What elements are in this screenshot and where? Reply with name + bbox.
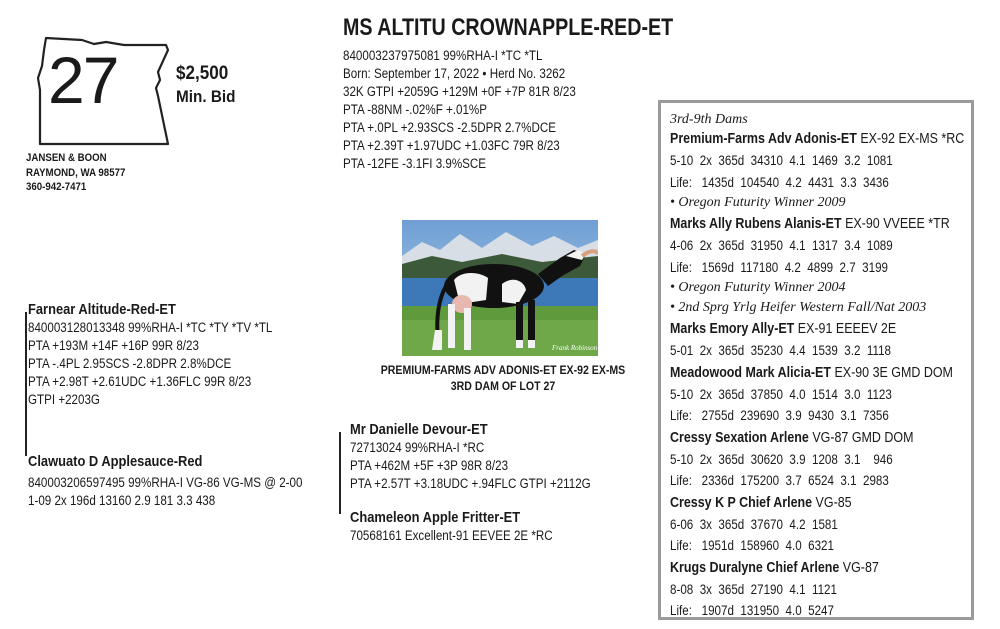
dam-record: 5-10 2x 365d 30620 3.9 1208 3.1 946 — [670, 451, 893, 467]
dam-ancestor-classification: EX-90 VVEEE *TR — [841, 216, 950, 232]
dam-ancestor-bold-name: Cressy Sexation Arlene — [670, 429, 809, 446]
dam-ancestor-name — [670, 427, 964, 449]
animal-line: PTA -12FE -3.1FI 3.9%SCE — [343, 156, 487, 171]
sire-line: PTA +193M +14F +16P 99R 8/23 — [28, 338, 199, 353]
mggs-block — [350, 509, 586, 545]
consignor-name: JANSEN & BOON — [26, 152, 107, 164]
dam-block — [28, 453, 347, 510]
photo-caption-line-2: 3RD DAM OF LOT 27 — [450, 379, 556, 393]
animal-line: PTA +.0PL +2.93SCS -2.5DPR 2.7%DCE — [343, 120, 556, 135]
dam-ancestor-name — [670, 213, 964, 235]
animal-name: MS ALTITU CROWNAPPLE-RED-ET — [343, 14, 674, 41]
min-bid-label: Min. Bid — [176, 87, 236, 106]
dams-heading: 3rd-9th Dams — [670, 112, 748, 127]
dam-bracket — [339, 432, 341, 514]
dam-award: • Oregon Futurity Winner 2004 — [670, 280, 846, 295]
dam-record: Life: 1907d 131950 4.0 5247 — [670, 603, 834, 618]
photo-caption — [346, 362, 660, 394]
dam-ancestor-bold-name: Krugs Duralyne Chief Arlene — [670, 559, 840, 576]
consignor-block — [26, 151, 139, 195]
mgs-block — [350, 421, 630, 493]
mgs-line: PTA +2.57T +3.18UDC +.94FLC GTPI +2112G — [350, 476, 591, 491]
dam-record: Life: 2755d 239690 3.9 9430 3.1 7356 — [670, 408, 889, 423]
dam-ancestor-classification: VG-87 GMD DOM — [808, 429, 914, 446]
mgs-line: PTA +462M +5F +3P 98R 8/23 — [350, 458, 509, 473]
dam-ancestor-bold-name: Meadowood Mark Alicia-ET — [670, 364, 831, 381]
consignor-city: RAYMOND, WA 98577 — [26, 166, 126, 179]
sire-name: Farnear Altitude-Red-ET — [28, 301, 176, 318]
mgs-line: 72713024 99%RHA-I *RC — [350, 440, 485, 455]
dam-ancestor-classification: VG-87 — [839, 559, 879, 576]
mgs-name: Mr Danielle Devour-ET — [350, 421, 488, 438]
mggs-name: Chameleon Apple Fritter-ET — [350, 509, 521, 526]
dam-record: 4-06 2x 365d 31950 4.1 1317 3.4 1089 — [670, 238, 893, 253]
dam-record: Life: 2336d 175200 3.7 6524 3.1 2983 — [670, 473, 889, 488]
photo-caption-line-1: PREMIUM-FARMS ADV ADONIS-ET EX-92 EX-MS — [380, 363, 626, 377]
dams-list — [670, 112, 1000, 622]
animal-line: PTA +2.39T +1.97UDC +1.03FC 79R 8/23 — [343, 138, 560, 153]
dam-record: 5-01 2x 365d 35230 4.4 1539 3.2 1118 — [670, 343, 891, 358]
min-bid-price: $2,500 — [176, 63, 229, 84]
dam-award: • 2nd Sprg Yrlg Heifer Western Fall/Nat 2003 — [670, 300, 927, 315]
dam-ancestor-classification: VG-85 — [812, 494, 852, 511]
dam-name: Clawuato D Applesauce-Red — [28, 453, 203, 470]
dams-box — [658, 100, 974, 620]
dam-ancestor-bold-name: Premium-Farms Adv Adonis-ET — [670, 131, 857, 147]
dam-line: 1-09 2x 196d 13160 2.9 181 3.3 438 — [28, 493, 216, 508]
dam-line: 840003206597495 99%RHA-I VG-86 VG-MS @ 2-00 — [28, 475, 303, 490]
sire-line: 840003128013348 99%RHA-I *TC *TY *TV *TL — [28, 320, 273, 335]
animal-line: 840003237975081 99%RHA-I *TC *TL — [343, 48, 543, 63]
dam-record: Life: 1951d 158960 4.0 6321 — [670, 538, 834, 553]
sire-line: PTA +2.98T +2.61UDC +1.36FLC 99R 8/23 — [28, 374, 252, 389]
dam-ancestor-name — [670, 557, 964, 579]
pedigree-bracket — [25, 312, 27, 456]
dam-record: Life: 1569d 117180 4.2 4899 2.7 3199 — [670, 259, 888, 275]
sire-line: GTPI +2203G — [28, 392, 100, 407]
dam-award: • Oregon Futurity Winner 2009 — [670, 195, 846, 210]
photo-credit: Frank Robinson — [552, 344, 598, 352]
dam-ancestor-bold-name: Marks Ally Rubens Alanis-ET — [670, 216, 842, 232]
dam-ancestor-classification: EX-92 EX-MS *RC — [856, 131, 965, 147]
dam-record: Life: 1435d 104540 4.2 4431 3.3 3436 — [670, 174, 889, 190]
dam-ancestor-bold-name: Cressy K P Chief Arlene — [670, 494, 813, 511]
dam-ancestor-name — [670, 362, 964, 384]
dam-ancestor-classification: EX-91 EEEEV 2E — [794, 321, 897, 337]
dam-ancestor-name — [670, 128, 964, 150]
dam-record: 5-10 2x 365d 37850 4.0 1514 3.0 1123 — [670, 386, 892, 402]
dam-record: 8-08 3x 365d 27190 4.1 1121 — [670, 581, 837, 597]
animal-line: PTA -88NM -.02%F +.01%P — [343, 102, 488, 117]
dam-ancestor-classification: EX-90 3E GMD DOM — [830, 364, 953, 381]
dam-record: 6-06 3x 365d 37670 4.2 1581 — [670, 516, 838, 532]
sire-block — [28, 301, 312, 409]
sire-line: PTA -.4PL 2.95SCS -2.8DPR 2.8%DCE — [28, 356, 232, 371]
mggs-line: 70568161 Excellent-91 EEVEE 2E *RC — [350, 528, 553, 543]
animal-line: Born: September 17, 2022 • Herd No. 3262 — [343, 66, 566, 81]
animal-line: 32K GTPI +2059G +129M +0F +7P 81R 8/23 — [343, 84, 576, 99]
dam-ancestor-name — [670, 318, 964, 340]
dam-ancestor-name — [670, 492, 964, 514]
dam-ancestor-bold-name: Marks Emory Ally-ET — [670, 321, 795, 337]
dam-record: 5-10 2x 365d 34310 4.1 1469 3.2 1081 — [670, 153, 893, 168]
consignor-phone: 360-942-7471 — [26, 181, 87, 193]
lot-number: 27 — [48, 43, 118, 117]
cow-photo — [402, 220, 598, 356]
